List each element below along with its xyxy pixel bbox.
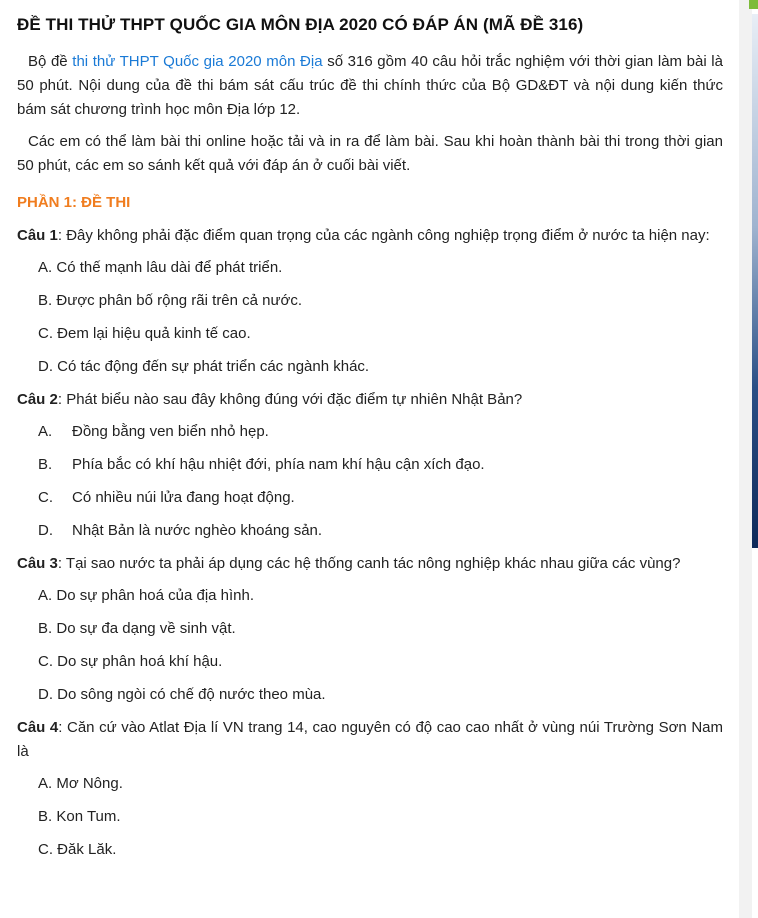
option-text: Được phân bố rộng rãi trên cả nước. <box>52 292 303 309</box>
option-text: Kon Tum. <box>52 808 121 825</box>
option-letter: D. <box>38 522 53 539</box>
question-label: Câu 3 <box>17 555 58 572</box>
question-label: Câu 2 <box>17 391 58 408</box>
question-text <box>17 716 723 764</box>
question-label: Câu 4 <box>17 719 59 736</box>
answer-option[interactable] <box>38 650 723 674</box>
answer-option[interactable] <box>38 805 723 829</box>
option-text: Có tác động đến sự phát triển các ngành khác. <box>53 358 370 375</box>
answer-option[interactable] <box>38 355 723 379</box>
option-text: Có thế mạnh lâu dài để phát triển. <box>52 259 283 276</box>
answer-option[interactable] <box>38 486 723 510</box>
question-body: : Phát biểu nào sau đây không đúng với đặc điểm tự nhiên Nhật Bản? <box>57 391 523 408</box>
sidebar-banner-image[interactable] <box>752 14 758 548</box>
option-text: Đồng bằng ven biển nhỏ hẹp. <box>72 423 269 440</box>
section-heading: PHẦN 1: ĐỀ THI <box>17 194 131 211</box>
option-text: Do sông ngòi có chế độ nước theo mùa. <box>53 686 326 703</box>
option-letter: A. <box>38 587 53 604</box>
question-2 <box>17 388 723 543</box>
answer-option[interactable] <box>38 519 723 543</box>
answer-option[interactable] <box>38 420 723 444</box>
option-letter: B. <box>38 808 53 825</box>
option-text: Đem lại hiệu quả kinh tế cao. <box>53 325 251 342</box>
intro-paragraph-2: Các em có thể làm bài thi online hoặc tải và in ra để làm bài. Sau khi hoàn thành bài thi trong thời gian 50 phút, các em so sánh kết quả với đáp án ở cuối bài viết. <box>17 133 723 174</box>
answer-option[interactable] <box>38 453 723 477</box>
question-body: : Tại sao nước ta phải áp dụng các hệ thống canh tác nông nghiệp khác nhau giữa các vùng? <box>57 555 681 572</box>
answer-option[interactable] <box>38 838 723 862</box>
option-text: Phía bắc có khí hậu nhiệt đới, phía nam khí hậu cận xích đạo. <box>72 456 485 473</box>
option-letter: A. <box>38 775 53 792</box>
option-text: Do sự phân hoá khí hậu. <box>53 653 223 670</box>
answer-option[interactable] <box>38 256 723 280</box>
option-letter: A. <box>38 259 53 276</box>
option-text: Do sự đa dạng về sinh vật. <box>52 620 236 637</box>
intro-paragraph-1 <box>17 50 723 122</box>
option-letter: A. <box>38 423 53 440</box>
option-text: Do sự phân hoá của địa hình. <box>52 587 255 604</box>
intro-text: số 316 gồm 40 câu hỏi trắc nghiệm với thời gian làm bài là 50 phút. Nội dung của đề thi bám sát cấu trúc đề thi chính thức của Bộ GD&ĐT và nội dung kiến thức bám sát chương trình học môn Địa lớp 12. <box>17 53 723 118</box>
option-letter: B. <box>38 456 53 473</box>
option-text: Nhật Bản là nước nghèo khoáng sản. <box>72 522 323 539</box>
page-title: ĐỀ THI THỬ THPT QUỐC GIA MÔN ĐỊA 2020 CÓ ĐÁP ÁN (MÃ ĐỀ 316) <box>17 15 584 34</box>
question-label: Câu 1 <box>17 227 58 244</box>
answer-option[interactable] <box>38 584 723 608</box>
answer-option[interactable] <box>38 322 723 346</box>
question-4 <box>17 716 723 862</box>
option-letter: C. <box>38 841 53 858</box>
option-letter: D. <box>38 358 53 375</box>
option-letter: C. <box>38 653 53 670</box>
answer-option[interactable] <box>38 683 723 707</box>
question-body: : Căn cứ vào Atlat Địa lí VN trang 14, cao nguyên có độ cao cao nhất ở vùng núi Trường Sơn Nam là <box>17 719 723 760</box>
question-text <box>17 388 723 412</box>
option-letter: C. <box>38 325 53 342</box>
question-text <box>17 552 723 576</box>
question-1 <box>17 224 723 379</box>
option-letter: C. <box>38 489 53 506</box>
exam-link[interactable]: thi thử THPT Quốc gia 2020 môn Địa <box>72 53 323 70</box>
option-letter: D. <box>38 686 53 703</box>
intro-text: Bộ đề <box>28 53 73 70</box>
option-text: Mơ Nông. <box>52 775 123 792</box>
option-letter: B. <box>38 292 53 309</box>
question-body: : Đây không phải đặc điểm quan trọng của các ngành công nghiệp trọng điểm ở nước ta hiện nay: <box>57 227 710 244</box>
question-3 <box>17 552 723 707</box>
option-text: Đăk Lăk. <box>53 841 117 858</box>
question-text <box>17 224 723 248</box>
option-letter: B. <box>38 620 53 637</box>
sidebar-corner-badge <box>749 0 758 9</box>
answer-option[interactable] <box>38 289 723 313</box>
answer-option[interactable] <box>38 617 723 641</box>
answer-option[interactable] <box>38 772 723 796</box>
option-text: Có nhiều núi lửa đang hoạt động. <box>72 489 295 506</box>
